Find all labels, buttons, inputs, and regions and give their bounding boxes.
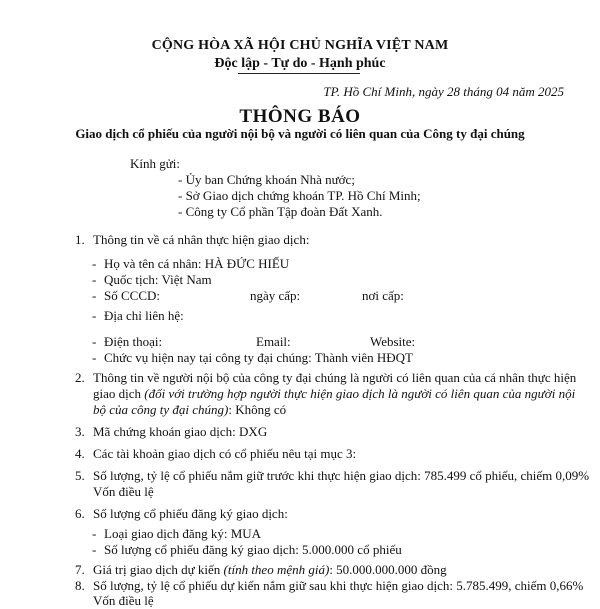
field-text: Số CCCD: [104, 288, 160, 303]
section-text-italic: bộ của công ty đại chúng) [93, 402, 229, 417]
field-text: Họ và tên cá nhân: HÀ ĐỨC HIẾU [104, 256, 290, 271]
field-website: Website: [370, 334, 416, 349]
section-8-line-2: Vốn điều lệ [93, 593, 154, 608]
section-number: 6. [75, 506, 85, 521]
document-date: TP. Hồ Chí Minh, ngày 28 tháng 04 năm 2025 [323, 84, 564, 99]
section-2-line-1 [75, 370, 576, 386]
section-text: : 50.000.000.000 đồng [329, 562, 447, 577]
section-number: 8. [75, 578, 85, 593]
greeting-label: Kính gửi: [130, 156, 181, 171]
dash: - [92, 334, 97, 349]
section-text-italic: (tính theo mệnh giá) [223, 562, 330, 577]
field-text: Chức vụ hiện nay tại công ty đại chúng: Thành viên HĐQT [104, 350, 413, 365]
motto: Độc lập - Tự do - Hạnh phúc [214, 56, 386, 71]
section-2-line-2 [93, 386, 575, 402]
section-6-heading [75, 506, 288, 522]
section-number: 4. [75, 446, 85, 461]
section-2-line-3 [93, 402, 286, 418]
field-text: Quốc tịch: Việt Nam [104, 272, 212, 287]
dash: - [92, 542, 97, 557]
section-number: 3. [75, 424, 85, 439]
dash: - [92, 526, 97, 541]
section-text: Thông tin về người nội bộ của công ty đại chúng là người có liên quan của cá nhân thực hiện [93, 370, 577, 385]
section-number: 5. [75, 468, 85, 483]
field-transaction-type [92, 526, 261, 542]
section-7 [75, 562, 447, 578]
motto-underline [238, 73, 360, 74]
section-1-heading [75, 232, 309, 248]
dash: - [92, 350, 97, 365]
section-text: Các tài khoản giao dịch có cổ phiếu nêu tại mục 3: [93, 446, 357, 461]
section-3 [75, 424, 267, 440]
section-8-line-1 [75, 578, 583, 594]
section-5-line-2: Vốn điều lệ [93, 484, 154, 499]
section-text-italic: (đối với trường hợp người thực hiện giao dịch là người có liên quan của người nội [144, 386, 576, 401]
section-text: Giá trị giao dịch dự kiến [93, 562, 224, 577]
document-title: THÔNG BÁO [239, 106, 361, 127]
field-position [92, 350, 413, 366]
section-text: Số lượng, tỷ lệ cổ phiếu dự kiến nắm giữ sau khi thực hiện giao dịch: 5.785.499, chiếm 0,66% [93, 578, 584, 593]
field-address [92, 308, 184, 324]
field-phone [92, 334, 162, 350]
section-number: 7. [75, 562, 85, 577]
section-5-line-1 [75, 468, 589, 484]
field-text: Địa chỉ liên hệ: [104, 308, 184, 323]
nation-heading: CỘNG HÒA XÃ HỘI CHỦ NGHĨA VIỆT NAM [151, 38, 449, 53]
section-text: : Không có [228, 402, 287, 417]
field-text: Số lượng cổ phiếu đăng ký giao dịch: 5.000.000 cổ phiếu [104, 542, 402, 557]
section-number: 2. [75, 370, 85, 385]
dash: - [92, 308, 97, 323]
document-subtitle: Giao dịch cổ phiếu của người nội bộ và người có liên quan của Công ty đại chúng [75, 126, 525, 141]
dash: - [92, 256, 97, 271]
field-text: Loại giao dịch đăng ký: MUA [104, 526, 262, 541]
field-issue-place: nơi cấp: [362, 288, 404, 303]
field-nationality [92, 272, 212, 288]
section-number: 1. [75, 232, 85, 247]
field-name [92, 256, 289, 272]
section-text: Thông tin về cá nhân thực hiện giao dịch: [93, 232, 310, 247]
section-text: Số lượng, tỷ lệ cổ phiếu nắm giữ trước khi thực hiện giao dịch: 785.499 cổ phiếu, chiếm 0,09% [93, 468, 590, 483]
recipient-item: - Sở Giao dịch chứng khoán TP. Hồ Chí Minh; [178, 188, 421, 203]
recipient-item: - Ủy ban Chứng khoán Nhà nước; [178, 172, 355, 187]
recipient-item: - Công ty Cổ phần Tập đoàn Đất Xanh. [178, 204, 383, 219]
section-text: Số lượng cổ phiếu đăng ký giao dịch: [93, 506, 288, 521]
section-4 [75, 446, 356, 462]
field-registered-qty [92, 542, 402, 558]
field-email: Email: [256, 334, 291, 349]
field-issue-date: ngày cấp: [250, 288, 301, 303]
dash: - [92, 272, 97, 287]
section-text: Mã chứng khoán giao dịch: DXG [93, 424, 268, 439]
field-id [92, 288, 160, 304]
field-text: Điện thoại: [104, 334, 163, 349]
section-text: giao dịch [93, 386, 145, 401]
dash: - [92, 288, 97, 303]
